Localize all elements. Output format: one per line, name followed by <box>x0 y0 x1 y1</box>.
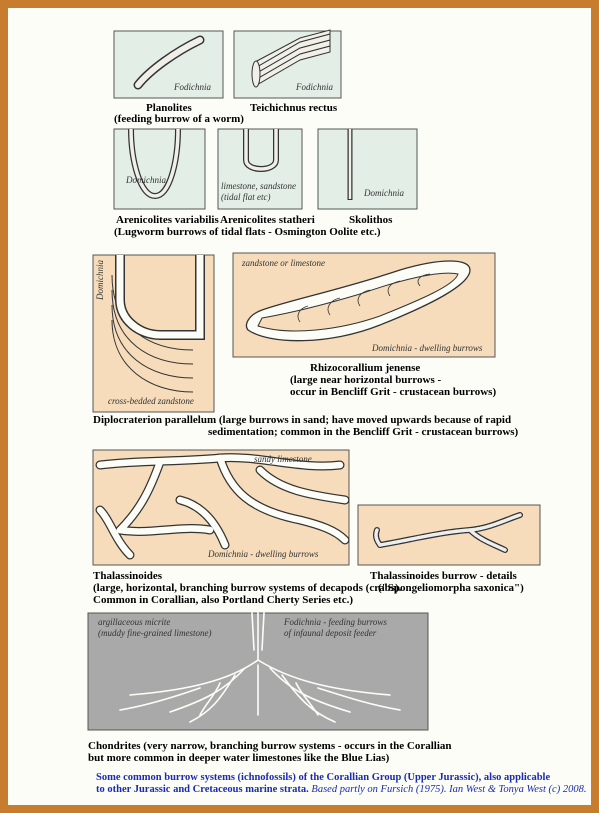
chondrites-right-tag-2: of infaunal deposit feeder <box>284 628 377 638</box>
arenicolites-common-desc: (Lugworm burrows of tidal flats - Osmington Oolite etc.) <box>114 226 381 238</box>
chondrites-desc-2: but more common in deeper water limestones like the Blue Lias) <box>88 752 390 764</box>
planolites-desc: (feeding burrow of a worm) <box>114 113 244 125</box>
caption-italic-part: Based partly on Fursich (1975). Ian West & Tonya West (c) 2008. <box>308 784 587 795</box>
teichichnus-tag: Fodichnia <box>296 82 333 92</box>
rhizocorallium-panel <box>233 253 495 357</box>
diplocraterion-side-tag: Domichnia <box>95 260 105 300</box>
rhizocorallium-bottom-tag: Domichnia - dwelling burrows <box>372 343 483 353</box>
rhizocorallium-desc-2: occur in Bencliff Grit - crustacean burrows) <box>290 386 497 398</box>
rhizocorallium-name: Rhizocorallium jenense <box>310 362 421 374</box>
rhizocorallium-top-tag: zandstone or limestone <box>242 258 325 268</box>
figure-caption-line-2 <box>96 784 586 796</box>
teichichnus-panel <box>234 30 341 98</box>
chondrites-panel <box>88 613 428 730</box>
thalassinoides-desc-1: (large, horizontal, branching burrow systems of decapods (crabs). <box>93 582 402 594</box>
skolithos-panel <box>318 129 417 209</box>
arenicolites-statheri-tag-2: (tidal flat etc) <box>221 192 271 202</box>
rhizocorallium-desc-1: (large near horizontal burrows - <box>290 374 442 386</box>
skolithos-name: Skolithos <box>349 214 393 226</box>
arenicolites-statheri-tag-1: limestone, sandstone <box>221 181 296 191</box>
arenicolites-variabilis-name: Arenicolites variabilis <box>116 214 219 226</box>
planolites-name: Planolites <box>146 102 192 114</box>
chondrites-right-tag-1: Fodichnia - feeding burrows <box>284 617 387 627</box>
thalassinoides-desc-2: Common in Corallian, also Portland Cherty Series etc.) <box>93 594 353 606</box>
arenicolites-statheri-name: Arenicolites statheri <box>220 214 315 226</box>
thalassinoides-detail-panel <box>358 505 540 565</box>
arenicolites-variabilis-panel <box>114 129 205 209</box>
thalassinoides-detail-name-1: Thalassinoides burrow - details <box>370 570 517 582</box>
chondrites-left-tag-1: argillaceous micrite <box>98 617 171 627</box>
diplocraterion-bottom-tag: cross-bedded zandstone <box>108 396 194 406</box>
teichichnus-name: Teichichnus rectus <box>250 102 338 114</box>
figure-caption-line-1: Some common burrow systems (ichnofossils) of the Corallian Group (Upper Jurassic), also applicable <box>96 772 551 783</box>
thalassinoides-bottom-tag: Domichnia - dwelling burrows <box>208 549 319 559</box>
caption-bold-part: to other Jurassic and Cretaceous marine strata. <box>96 784 309 795</box>
thalassinoides-top-tag: sandy limestone <box>254 454 312 464</box>
chondrites-desc-1: Chondrites (very narrow, branching burrow systems - occurs in the Corallian <box>88 740 452 752</box>
diplocraterion-name-1: Diplocraterion parallelum (large burrows in sand; have moved upwards because of rapid <box>93 414 512 426</box>
planolites-tag: Fodichnia <box>174 82 211 92</box>
diplocraterion-name-2: sedimentation; common in the Bencliff Grit - crustacean burrows) <box>208 426 519 438</box>
diplocraterion-panel <box>93 255 214 412</box>
arenicolites-variabilis-tag: Domichnia <box>126 175 166 185</box>
skolithos-tag: Domichnia <box>364 188 404 198</box>
thalassinoides-name: Thalassinoides <box>93 570 163 582</box>
chondrites-left-tag-2: (muddy fine-grained limestone) <box>98 628 212 638</box>
thalassinoides-detail-name-2: ("Spongeliomorpha saxonica") <box>378 582 524 594</box>
thalassinoides-panel <box>93 450 349 565</box>
planolites-panel <box>114 31 223 98</box>
arenicolites-statheri-panel <box>218 129 302 209</box>
